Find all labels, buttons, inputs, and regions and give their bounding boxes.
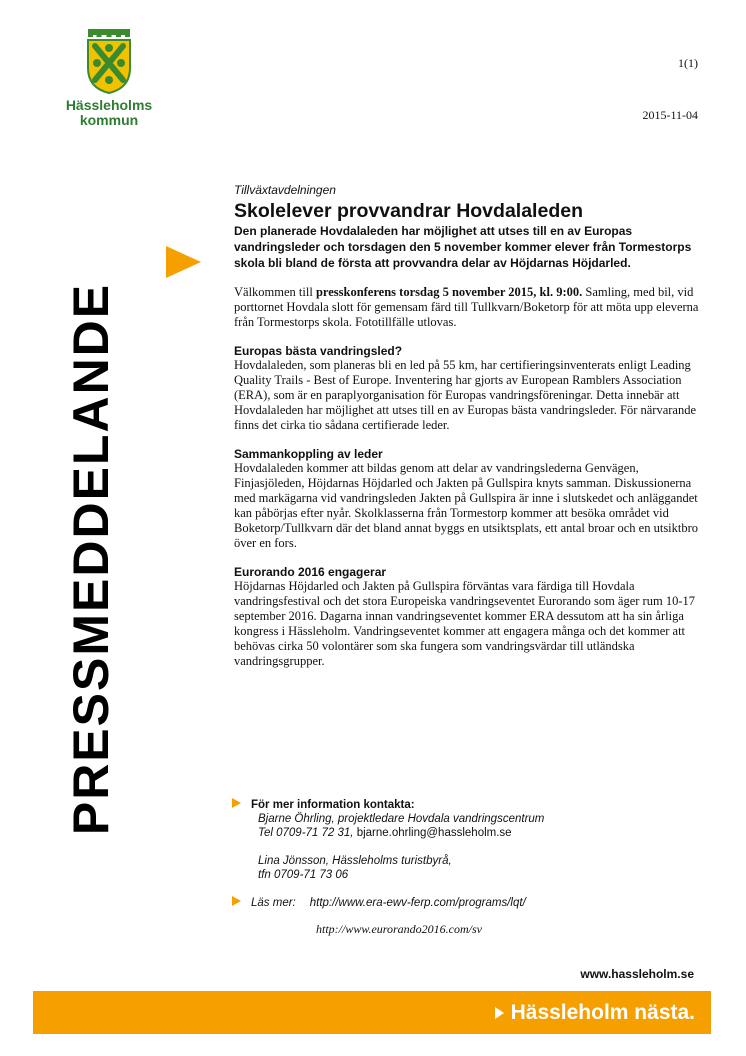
link-era[interactable]: http://www.era-ewv-ferp.com/programs/lqt/	[309, 897, 526, 909]
contact-block	[232, 798, 712, 936]
website-link[interactable]: www.hassleholm.se	[580, 967, 694, 981]
side-label: PRESSMEDDELANDE	[63, 282, 120, 836]
article-lead: Den planerade Hovdalaleden har möjlighet att utses till en av Europas vandringsleder och torsdagen den 5 november kommer elever från Tormestorps skola bli bland de första att provvandra delar av Höjdarnas Höjdarled.	[234, 224, 692, 270]
section-text: Höjdarnas Höjdarled och Jakten på Gullspira förväntas vara färdiga till Hovdala vandringsfestival och det stora Europeiska vandringseventet Eurorando som äger rum 10-17 september 2016. Dagarna innan vandringseventet kommer ERA dessutom att ha sin årliga kongress i Hässleholm. Vandringseventet kommer att engagera många och det kommer att behövas cirka 50 volontärer som ska fungera som vandringsvärdar till utländska vandringsgrupper.	[234, 579, 695, 668]
coat-of-arms-icon	[85, 28, 133, 94]
article	[234, 183, 704, 669]
contact-phone: Tel 0709-71 72 31,	[258, 827, 354, 839]
link-eurorando[interactable]: http://www.eurorando2016.com/sv	[316, 922, 482, 936]
intro-paragraph	[234, 285, 704, 330]
logo-line-2: kommun	[79, 112, 139, 128]
arrow-right-icon	[495, 1007, 504, 1019]
contact-person-1-details	[232, 826, 712, 840]
logo-text	[64, 98, 154, 128]
contact-email[interactable]: bjarne.ohrling@hassleholm.se	[353, 827, 512, 839]
read-more-label: Läs mer:	[251, 897, 296, 909]
municipality-logo	[64, 28, 154, 128]
contact-person-1: Bjarne Öhrling, projektledare Hovdala vandringscentrum	[258, 813, 545, 825]
arrow-right-icon	[166, 246, 201, 278]
read-more-row	[232, 896, 712, 910]
arrow-right-icon	[232, 896, 241, 906]
section-heading: Sammankoppling av leder	[234, 447, 383, 461]
document-date: 2015-11-04	[642, 108, 698, 122]
section-heading: Europas bästa vandringsled?	[234, 344, 403, 358]
intro-text-after: Samling, med bil, vid porttornet Hovdala slott för gemensam färd till Tullkvarn/Boketorp för att möta upp eleverna från Tormestorps skola. Fototillfälle utlovas.	[234, 285, 699, 329]
contact-heading: För mer information kontakta:	[251, 799, 415, 811]
contact-person-2-phone: tfn 0709-71 73 06	[258, 869, 349, 881]
intro-text-before: Välkommen till	[234, 285, 316, 299]
page-number: 1(1)	[678, 56, 698, 70]
section-text: Hovdalaleden, som planeras bli en led på 55 km, har certifieringsinventerats enligt Leading Quality Trails - Best of Europe. Inventering har gjorts av European Ramblers Association (ERA), som är en paraplyorganisation för Europas vandringsföreningar. Detta innebär att Hovdalaleden har möjlighet att utses till en av Europas bästa vandringsleder. För närvarande finns det cirka tio sådana certifierade leder.	[234, 358, 697, 432]
logo-line-1: Hässleholms	[65, 97, 153, 113]
press-conference-time: presskonferens torsdag 5 november 2015, kl. 9:00.	[315, 285, 583, 299]
arrow-right-icon	[232, 798, 241, 808]
contact-heading-row	[232, 798, 712, 812]
slogan: Hässleholm nästa.	[510, 1000, 695, 1024]
section-heading: Eurorando 2016 engagerar	[234, 565, 387, 579]
article-title: Skolelever provvandrar Hovdalaleden	[234, 200, 583, 222]
footer-banner	[33, 991, 711, 1034]
section-text: Hovdalaleden kommer att bildas genom att delar av vandringslederna Genvägen, Finjasjöleden, Höjdarnas Höjdarled och Jakten på Gullspira knyts samman. Diskussionerna med markägarna vid vandringsleden Jakten på Gullspira är inne i slutskedet och anläggandet kan påbörjas efter nyår. Skolklasserna från Tormestorp kommer att besöka området vid Boketorp/Tullkvarn där det bland annat byggs en utsiktsplats, ett antal broar och en utsiktbro över en fors.	[234, 461, 699, 550]
side-label-container	[60, 236, 122, 882]
department: Tillväxtavdelningen	[234, 183, 336, 197]
contact-person-2: Lina Jönsson, Hässleholms turistbyrå,	[258, 855, 452, 867]
